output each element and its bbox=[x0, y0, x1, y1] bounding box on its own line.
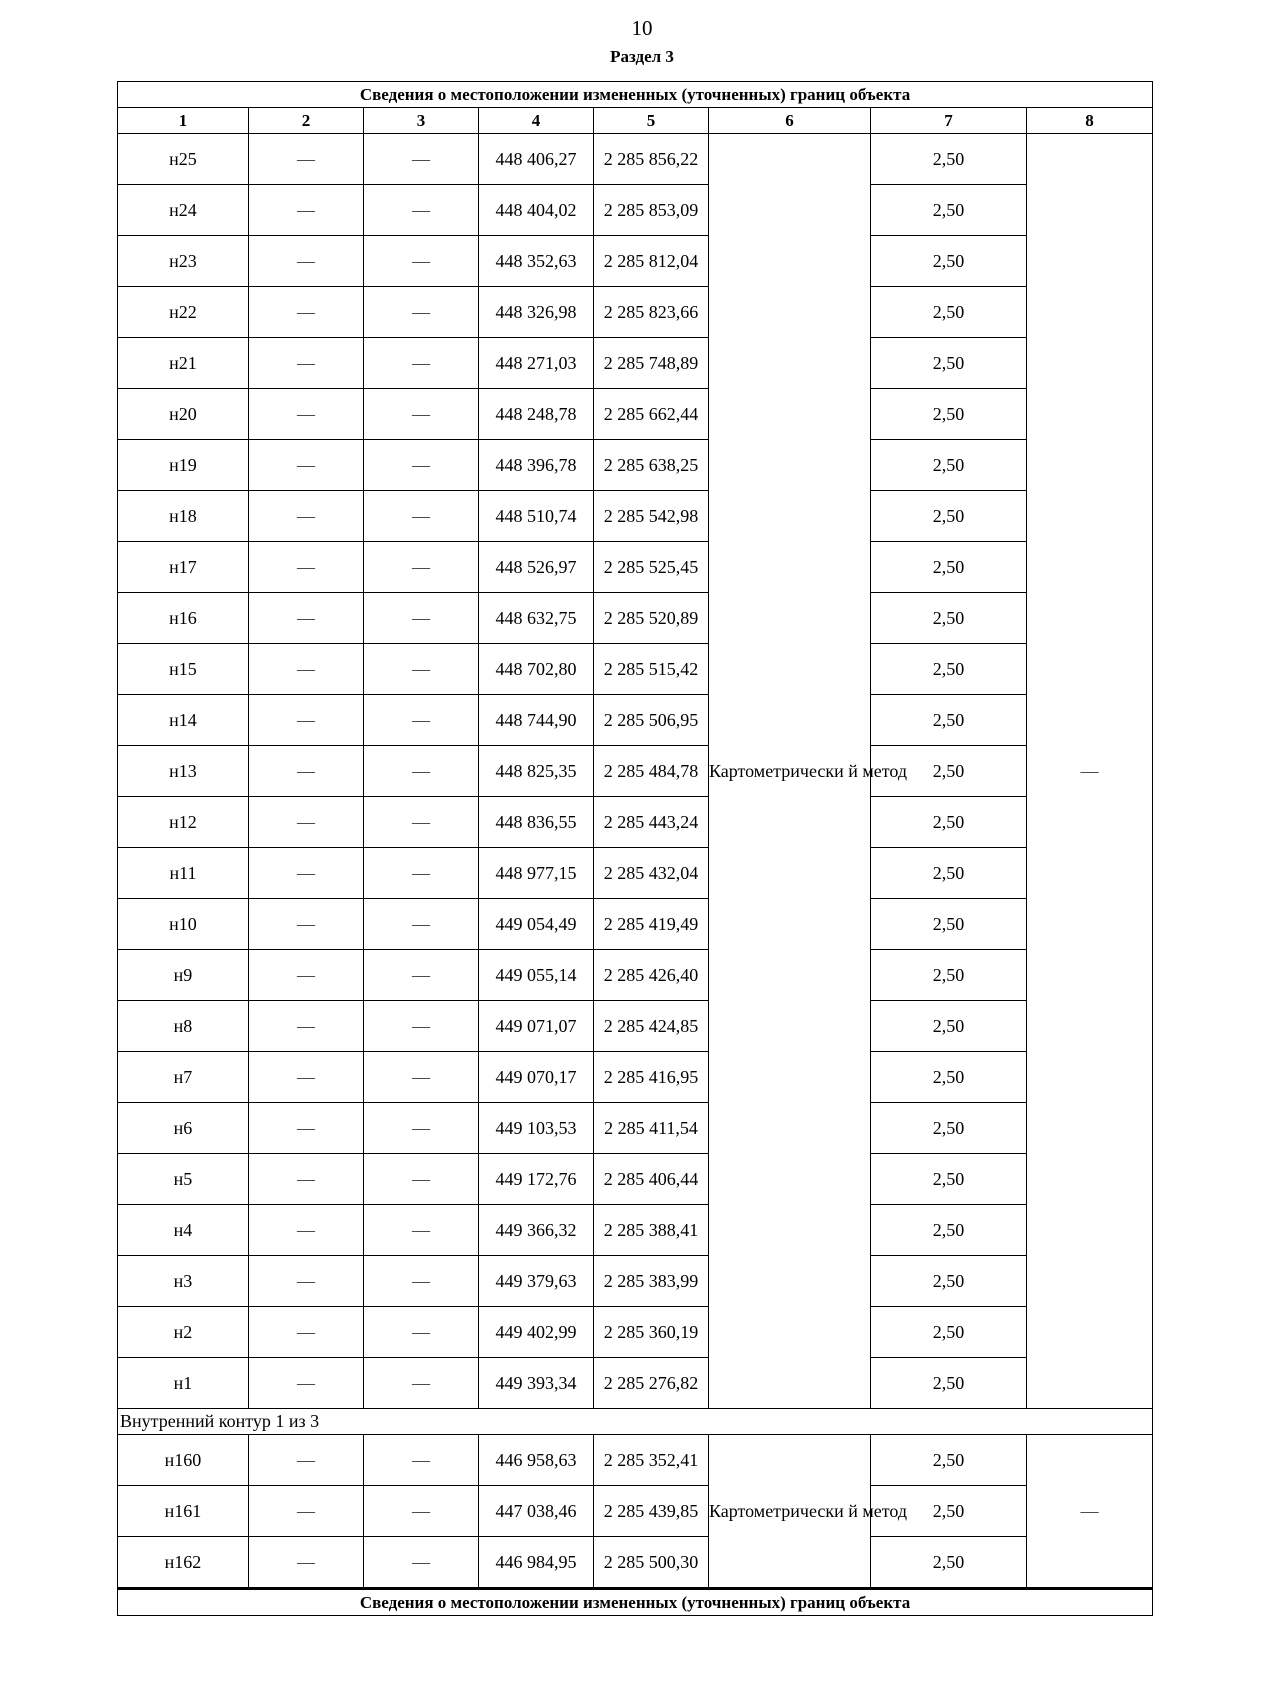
point-name: н12 bbox=[118, 797, 249, 848]
accuracy-value: 2,50 bbox=[871, 1205, 1027, 1256]
coord-x: 448 326,98 bbox=[479, 287, 594, 338]
col3-value: — bbox=[364, 1256, 479, 1307]
column-number: 1 bbox=[118, 108, 249, 134]
col2-value: — bbox=[249, 746, 364, 797]
coord-x: 448 404,02 bbox=[479, 185, 594, 236]
column-number: 8 bbox=[1027, 108, 1153, 134]
accuracy-value: 2,50 bbox=[871, 797, 1027, 848]
coord-y: 2 285 812,04 bbox=[594, 236, 709, 287]
table-row bbox=[118, 1001, 1153, 1052]
inner-contour-row bbox=[118, 1409, 1153, 1435]
accuracy-value: 2,50 bbox=[871, 185, 1027, 236]
accuracy-value: 2,50 bbox=[871, 287, 1027, 338]
coord-y: 2 285 823,66 bbox=[594, 287, 709, 338]
accuracy-value: 2,50 bbox=[871, 695, 1027, 746]
col2-value: — bbox=[249, 134, 364, 185]
coord-x: 448 526,97 bbox=[479, 542, 594, 593]
col3-value: — bbox=[364, 185, 479, 236]
coord-x: 446 984,95 bbox=[479, 1537, 594, 1589]
col3-value: — bbox=[364, 440, 479, 491]
point-name: н1 bbox=[118, 1358, 249, 1409]
col2-value: — bbox=[249, 491, 364, 542]
table-row bbox=[118, 287, 1153, 338]
coord-y: 2 285 419,49 bbox=[594, 899, 709, 950]
coord-y: 2 285 406,44 bbox=[594, 1154, 709, 1205]
point-name: н161 bbox=[118, 1486, 249, 1537]
method-cell: Картометрически й метод bbox=[709, 134, 871, 1409]
coord-y: 2 285 853,09 bbox=[594, 185, 709, 236]
coord-x: 449 070,17 bbox=[479, 1052, 594, 1103]
table-row bbox=[118, 797, 1153, 848]
method-cell: Картометрически й метод bbox=[709, 1435, 871, 1589]
boundary-table bbox=[117, 81, 1153, 1616]
coord-x: 448 396,78 bbox=[479, 440, 594, 491]
col2-value: — bbox=[249, 440, 364, 491]
section-title: Раздел 3 bbox=[610, 47, 674, 66]
table-row bbox=[118, 134, 1153, 185]
inner-contour-label: Внутренний контур 1 из 3 bbox=[118, 1409, 1153, 1435]
coord-y: 2 285 856,22 bbox=[594, 134, 709, 185]
col2-value: — bbox=[249, 695, 364, 746]
table-caption-row bbox=[118, 82, 1153, 108]
col3-value: — bbox=[364, 1154, 479, 1205]
col3-value: — bbox=[364, 1103, 479, 1154]
point-name: н160 bbox=[118, 1435, 249, 1486]
column-number: 7 bbox=[871, 108, 1027, 134]
table-row bbox=[118, 848, 1153, 899]
coord-y: 2 285 443,24 bbox=[594, 797, 709, 848]
coord-x: 448 406,27 bbox=[479, 134, 594, 185]
table-row bbox=[118, 1256, 1153, 1307]
col3-value: — bbox=[364, 695, 479, 746]
col2-value: — bbox=[249, 1103, 364, 1154]
point-name: н22 bbox=[118, 287, 249, 338]
col3-value: — bbox=[364, 899, 479, 950]
point-name: н8 bbox=[118, 1001, 249, 1052]
coord-x: 448 271,03 bbox=[479, 338, 594, 389]
table-row bbox=[118, 950, 1153, 1001]
accuracy-value: 2,50 bbox=[871, 1358, 1027, 1409]
point-name: н2 bbox=[118, 1307, 249, 1358]
point-name: н25 bbox=[118, 134, 249, 185]
coord-x: 446 958,63 bbox=[479, 1435, 594, 1486]
col2-value: — bbox=[249, 1154, 364, 1205]
coord-x: 449 402,99 bbox=[479, 1307, 594, 1358]
table-row bbox=[118, 491, 1153, 542]
column-number: 4 bbox=[479, 108, 594, 134]
accuracy-value: 2,50 bbox=[871, 848, 1027, 899]
col2-value: — bbox=[249, 1052, 364, 1103]
col2-value: — bbox=[249, 1486, 364, 1537]
col3-value: — bbox=[364, 950, 479, 1001]
coord-y: 2 285 439,85 bbox=[594, 1486, 709, 1537]
column-number: 2 bbox=[249, 108, 364, 134]
point-name: н17 bbox=[118, 542, 249, 593]
table-row bbox=[118, 389, 1153, 440]
col3-value: — bbox=[364, 1205, 479, 1256]
table-row bbox=[118, 1435, 1153, 1486]
coord-y: 2 285 515,42 bbox=[594, 644, 709, 695]
coord-x: 448 977,15 bbox=[479, 848, 594, 899]
table-row bbox=[118, 236, 1153, 287]
coord-y: 2 285 388,41 bbox=[594, 1205, 709, 1256]
col3-value: — bbox=[364, 134, 479, 185]
table-row bbox=[118, 1154, 1153, 1205]
col2-value: — bbox=[249, 1358, 364, 1409]
table-row bbox=[118, 1486, 1153, 1537]
coord-x: 448 702,80 bbox=[479, 644, 594, 695]
col3-value: — bbox=[364, 1001, 479, 1052]
point-name: н21 bbox=[118, 338, 249, 389]
accuracy-value: 2,50 bbox=[871, 389, 1027, 440]
table-row bbox=[118, 644, 1153, 695]
col3-value: — bbox=[364, 1052, 479, 1103]
coord-y: 2 285 542,98 bbox=[594, 491, 709, 542]
col2-value: — bbox=[249, 236, 364, 287]
table-row bbox=[118, 695, 1153, 746]
col2-value: — bbox=[249, 644, 364, 695]
point-name: н4 bbox=[118, 1205, 249, 1256]
point-name: н15 bbox=[118, 644, 249, 695]
col3-value: — bbox=[364, 491, 479, 542]
accuracy-value: 2,50 bbox=[871, 491, 1027, 542]
col3-value: — bbox=[364, 1486, 479, 1537]
coord-x: 448 632,75 bbox=[479, 593, 594, 644]
point-name: н23 bbox=[118, 236, 249, 287]
coord-x: 448 352,63 bbox=[479, 236, 594, 287]
coord-y: 2 285 748,89 bbox=[594, 338, 709, 389]
table-row bbox=[118, 1358, 1153, 1409]
coord-x: 447 038,46 bbox=[479, 1486, 594, 1537]
accuracy-value: 2,50 bbox=[871, 542, 1027, 593]
col3-value: — bbox=[364, 542, 479, 593]
coord-y: 2 285 432,04 bbox=[594, 848, 709, 899]
col3-value: — bbox=[364, 644, 479, 695]
table-body bbox=[118, 82, 1153, 1616]
point-name: н11 bbox=[118, 848, 249, 899]
table-footer-caption: Сведения о местоположении измененных (уточненных) границ объекта bbox=[118, 1589, 1153, 1616]
accuracy-value: 2,50 bbox=[871, 134, 1027, 185]
coord-x: 448 744,90 bbox=[479, 695, 594, 746]
col3-value: — bbox=[364, 1435, 479, 1486]
col3-value: — bbox=[364, 1358, 479, 1409]
column-number: 3 bbox=[364, 108, 479, 134]
col2-value: — bbox=[249, 899, 364, 950]
coord-x: 448 510,74 bbox=[479, 491, 594, 542]
accuracy-value: 2,50 bbox=[871, 236, 1027, 287]
table-row bbox=[118, 338, 1153, 389]
point-name: н20 bbox=[118, 389, 249, 440]
table-row bbox=[118, 1103, 1153, 1154]
coord-x: 448 825,35 bbox=[479, 746, 594, 797]
coord-x: 448 248,78 bbox=[479, 389, 594, 440]
col3-value: — bbox=[364, 338, 479, 389]
table-row bbox=[118, 746, 1153, 797]
col3-value: — bbox=[364, 746, 479, 797]
table-row bbox=[118, 440, 1153, 491]
table-caption: Сведения о местоположении измененных (уточненных) границ объекта bbox=[118, 82, 1153, 108]
coord-x: 449 393,34 bbox=[479, 1358, 594, 1409]
col3-value: — bbox=[364, 389, 479, 440]
coord-y: 2 285 500,30 bbox=[594, 1537, 709, 1589]
table-row bbox=[118, 542, 1153, 593]
coord-x: 449 172,76 bbox=[479, 1154, 594, 1205]
table-row bbox=[118, 593, 1153, 644]
point-name: н9 bbox=[118, 950, 249, 1001]
point-name: н18 bbox=[118, 491, 249, 542]
table-row bbox=[118, 1307, 1153, 1358]
column-number: 6 bbox=[709, 108, 871, 134]
point-name: н16 bbox=[118, 593, 249, 644]
accuracy-value: 2,50 bbox=[871, 440, 1027, 491]
coord-y: 2 285 276,82 bbox=[594, 1358, 709, 1409]
col2-value: — bbox=[249, 1307, 364, 1358]
col2-value: — bbox=[249, 185, 364, 236]
coord-y: 2 285 662,44 bbox=[594, 389, 709, 440]
coord-x: 449 379,63 bbox=[479, 1256, 594, 1307]
accuracy-value: 2,50 bbox=[871, 593, 1027, 644]
col2-value: — bbox=[249, 287, 364, 338]
col8-cell: — bbox=[1027, 134, 1153, 1409]
coord-y: 2 285 416,95 bbox=[594, 1052, 709, 1103]
accuracy-value: 2,50 bbox=[871, 1052, 1027, 1103]
table-row bbox=[118, 1205, 1153, 1256]
coord-y: 2 285 525,45 bbox=[594, 542, 709, 593]
coord-y: 2 285 383,99 bbox=[594, 1256, 709, 1307]
col2-value: — bbox=[249, 950, 364, 1001]
accuracy-value: 2,50 bbox=[871, 1486, 1027, 1537]
coord-x: 449 054,49 bbox=[479, 899, 594, 950]
col2-value: — bbox=[249, 542, 364, 593]
coord-x: 449 103,53 bbox=[479, 1103, 594, 1154]
col3-value: — bbox=[364, 287, 479, 338]
point-name: н24 bbox=[118, 185, 249, 236]
accuracy-value: 2,50 bbox=[871, 1103, 1027, 1154]
coord-x: 449 055,14 bbox=[479, 950, 594, 1001]
coord-y: 2 285 484,78 bbox=[594, 746, 709, 797]
table-row bbox=[118, 899, 1153, 950]
coord-x: 449 071,07 bbox=[479, 1001, 594, 1052]
coord-x: 449 366,32 bbox=[479, 1205, 594, 1256]
coord-y: 2 285 360,19 bbox=[594, 1307, 709, 1358]
accuracy-value: 2,50 bbox=[871, 1307, 1027, 1358]
accuracy-value: 2,50 bbox=[871, 950, 1027, 1001]
point-name: н19 bbox=[118, 440, 249, 491]
col8-cell: — bbox=[1027, 1435, 1153, 1589]
col3-value: — bbox=[364, 797, 479, 848]
coord-y: 2 285 426,40 bbox=[594, 950, 709, 1001]
column-number: 5 bbox=[594, 108, 709, 134]
col2-value: — bbox=[249, 389, 364, 440]
col2-value: — bbox=[249, 797, 364, 848]
point-name: н3 bbox=[118, 1256, 249, 1307]
coord-y: 2 285 520,89 bbox=[594, 593, 709, 644]
coord-y: 2 285 424,85 bbox=[594, 1001, 709, 1052]
col2-value: — bbox=[249, 338, 364, 389]
point-name: н10 bbox=[118, 899, 249, 950]
table-row bbox=[118, 1052, 1153, 1103]
point-name: н5 bbox=[118, 1154, 249, 1205]
coord-y: 2 285 506,95 bbox=[594, 695, 709, 746]
table-footer-row bbox=[118, 1589, 1153, 1616]
page-number: 10 bbox=[631, 16, 653, 40]
accuracy-value: 2,50 bbox=[871, 746, 1027, 797]
accuracy-value: 2,50 bbox=[871, 1001, 1027, 1052]
col2-value: — bbox=[249, 1537, 364, 1589]
table-row bbox=[118, 1537, 1153, 1589]
coord-x: 448 836,55 bbox=[479, 797, 594, 848]
accuracy-value: 2,50 bbox=[871, 1154, 1027, 1205]
accuracy-value: 2,50 bbox=[871, 1435, 1027, 1486]
point-name: н13 bbox=[118, 746, 249, 797]
col3-value: — bbox=[364, 593, 479, 644]
col2-value: — bbox=[249, 1001, 364, 1052]
col3-value: — bbox=[364, 1307, 479, 1358]
col3-value: — bbox=[364, 848, 479, 899]
accuracy-value: 2,50 bbox=[871, 899, 1027, 950]
point-name: н6 bbox=[118, 1103, 249, 1154]
col2-value: — bbox=[249, 593, 364, 644]
col3-value: — bbox=[364, 236, 479, 287]
column-number-row bbox=[118, 108, 1153, 134]
accuracy-value: 2,50 bbox=[871, 1537, 1027, 1589]
accuracy-value: 2,50 bbox=[871, 644, 1027, 695]
col3-value: — bbox=[364, 1537, 479, 1589]
col2-value: — bbox=[249, 1205, 364, 1256]
coord-y: 2 285 411,54 bbox=[594, 1103, 709, 1154]
coord-y: 2 285 638,25 bbox=[594, 440, 709, 491]
point-name: н14 bbox=[118, 695, 249, 746]
coord-y: 2 285 352,41 bbox=[594, 1435, 709, 1486]
accuracy-value: 2,50 bbox=[871, 338, 1027, 389]
table-row bbox=[118, 185, 1153, 236]
col2-value: — bbox=[249, 1435, 364, 1486]
point-name: н162 bbox=[118, 1537, 249, 1589]
point-name: н7 bbox=[118, 1052, 249, 1103]
accuracy-value: 2,50 bbox=[871, 1256, 1027, 1307]
col2-value: — bbox=[249, 1256, 364, 1307]
col2-value: — bbox=[249, 848, 364, 899]
